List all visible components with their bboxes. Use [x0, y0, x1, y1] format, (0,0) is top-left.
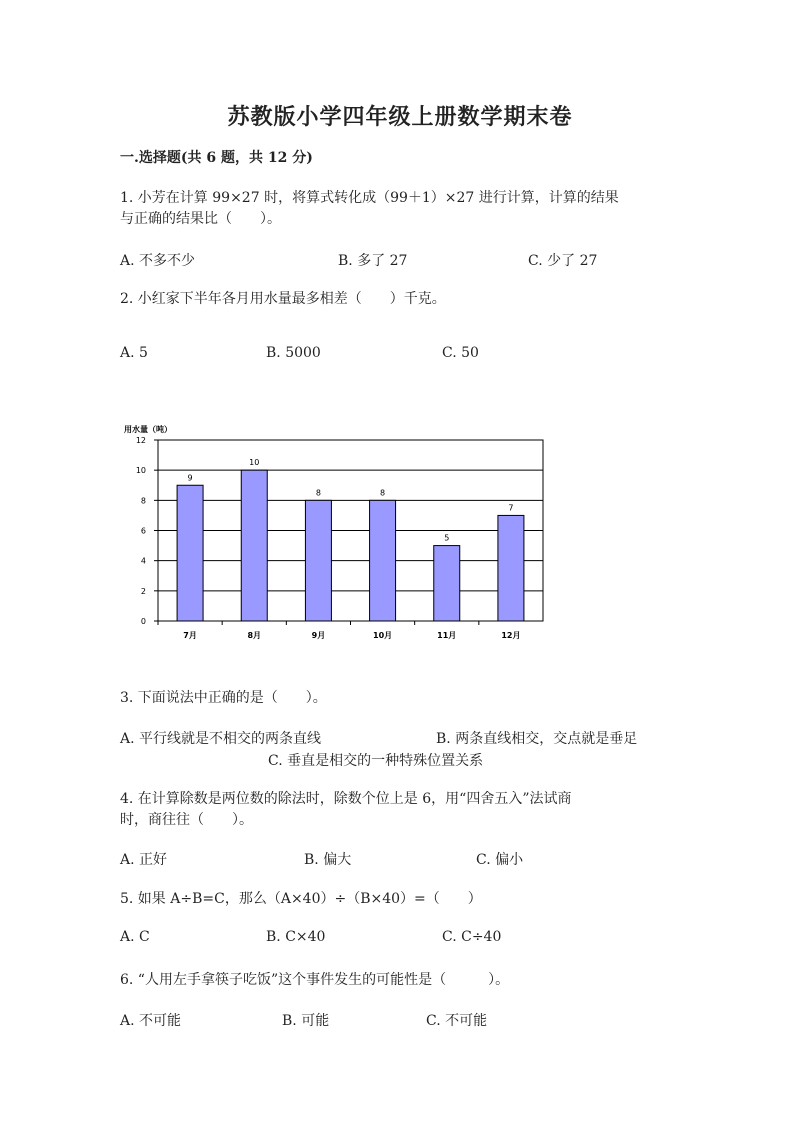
chart-data-label: 8 — [380, 488, 386, 498]
question-2-option-a: A. 5 — [120, 345, 148, 361]
section-heading: 一.选择题(共 6 题，共 12 分) — [120, 150, 313, 166]
chart-x-tick-label: 8月 — [247, 631, 262, 640]
question-4-line-1: 4. 在计算除数是两位数的除法时，除数个位上是 6，用“四舍五入”法试商 — [120, 791, 572, 807]
question-2-option-c: C. 50 — [442, 345, 479, 361]
chart-y-tick-label: 10 — [135, 466, 146, 476]
question-5-option-b: B. C×40 — [266, 929, 326, 945]
chart-y-tick-label: 4 — [140, 556, 146, 566]
chart-data-label: 5 — [444, 533, 450, 543]
chart-bar — [241, 470, 267, 621]
question-4-option-c: C. 偏小 — [476, 852, 524, 868]
chart-bar — [370, 500, 396, 621]
question-1-option-a: A. 不多不少 — [120, 253, 196, 269]
question-6-option-b: B. 可能 — [282, 1013, 330, 1029]
chart-bar — [305, 500, 331, 621]
question-5-option-c: C. C÷40 — [442, 929, 502, 945]
question-4-option-b: B. 偏大 — [304, 852, 352, 868]
question-3-option-c: C. 垂直是相交的一种特殊位置关系 — [268, 753, 484, 769]
question-1-line-2: 与正确的结果比（ ）。 — [120, 211, 281, 227]
chart-x-tick-label: 10月 — [373, 631, 393, 640]
question-2-line-1: 2. 小红家下半年各月用水量最多相差（ ）千克。 — [120, 291, 446, 307]
chart-x-tick-label: 12月 — [501, 631, 521, 640]
chart-y-tick-label: 6 — [140, 526, 146, 536]
question-6-line-1: 6. “人用左手拿筷子吃饭”这个事件发生的可能性是（ ）。 — [120, 972, 510, 988]
question-2-option-b: B. 5000 — [266, 345, 321, 361]
question-3-line-1: 3. 下面说法中正确的是（ ）。 — [120, 690, 327, 706]
page-title: 苏教版小学四年级上册数学期末卷 — [227, 104, 573, 130]
chart-x-tick-label: 11月 — [437, 631, 457, 640]
question-1-option-b: B. 多了 27 — [338, 253, 408, 269]
chart-y-tick-label: 12 — [135, 436, 146, 445]
chart-y-tick-label: 2 — [140, 586, 146, 596]
chart-bar — [498, 515, 524, 621]
question-5-option-a: A. C — [120, 929, 150, 945]
question-4-line-2: 时，商往往（ ）。 — [120, 812, 253, 828]
chart-data-label: 7 — [508, 503, 514, 513]
chart-bar — [177, 485, 203, 621]
chart-data-label: 9 — [187, 473, 193, 483]
chart-x-tick-label: 9月 — [311, 631, 326, 640]
question-1-option-c: C. 少了 27 — [528, 253, 598, 269]
water-usage-bar-chart — [118, 420, 550, 650]
question-1-line-1: 1. 小芳在计算 99×27 时，将算式转化成（99＋1）×27 进行计算，计算的结果 — [120, 190, 619, 206]
question-5-line-1: 5. 如果 A÷B=C，那么（A×40）÷（B×40）=（ ） — [120, 891, 482, 907]
chart-y-tick-label: 8 — [140, 496, 146, 506]
chart-y-tick-label: 0 — [140, 617, 146, 626]
question-6-option-c: C. 不可能 — [426, 1013, 488, 1029]
question-6-option-a: A. 不可能 — [120, 1013, 182, 1029]
chart-x-tick-label: 7月 — [183, 631, 197, 640]
question-3-option-a: A. 平行线就是不相交的两条直线 — [120, 731, 322, 747]
chart-y-axis-label: 用水量（吨） — [124, 425, 172, 434]
question-3-option-b: B. 两条直线相交，交点就是垂足 — [436, 731, 638, 747]
chart-data-label: 8 — [315, 488, 321, 498]
chart-data-label: 10 — [249, 458, 260, 468]
chart-bar — [434, 546, 460, 621]
question-4-option-a: A. 正好 — [120, 852, 168, 868]
